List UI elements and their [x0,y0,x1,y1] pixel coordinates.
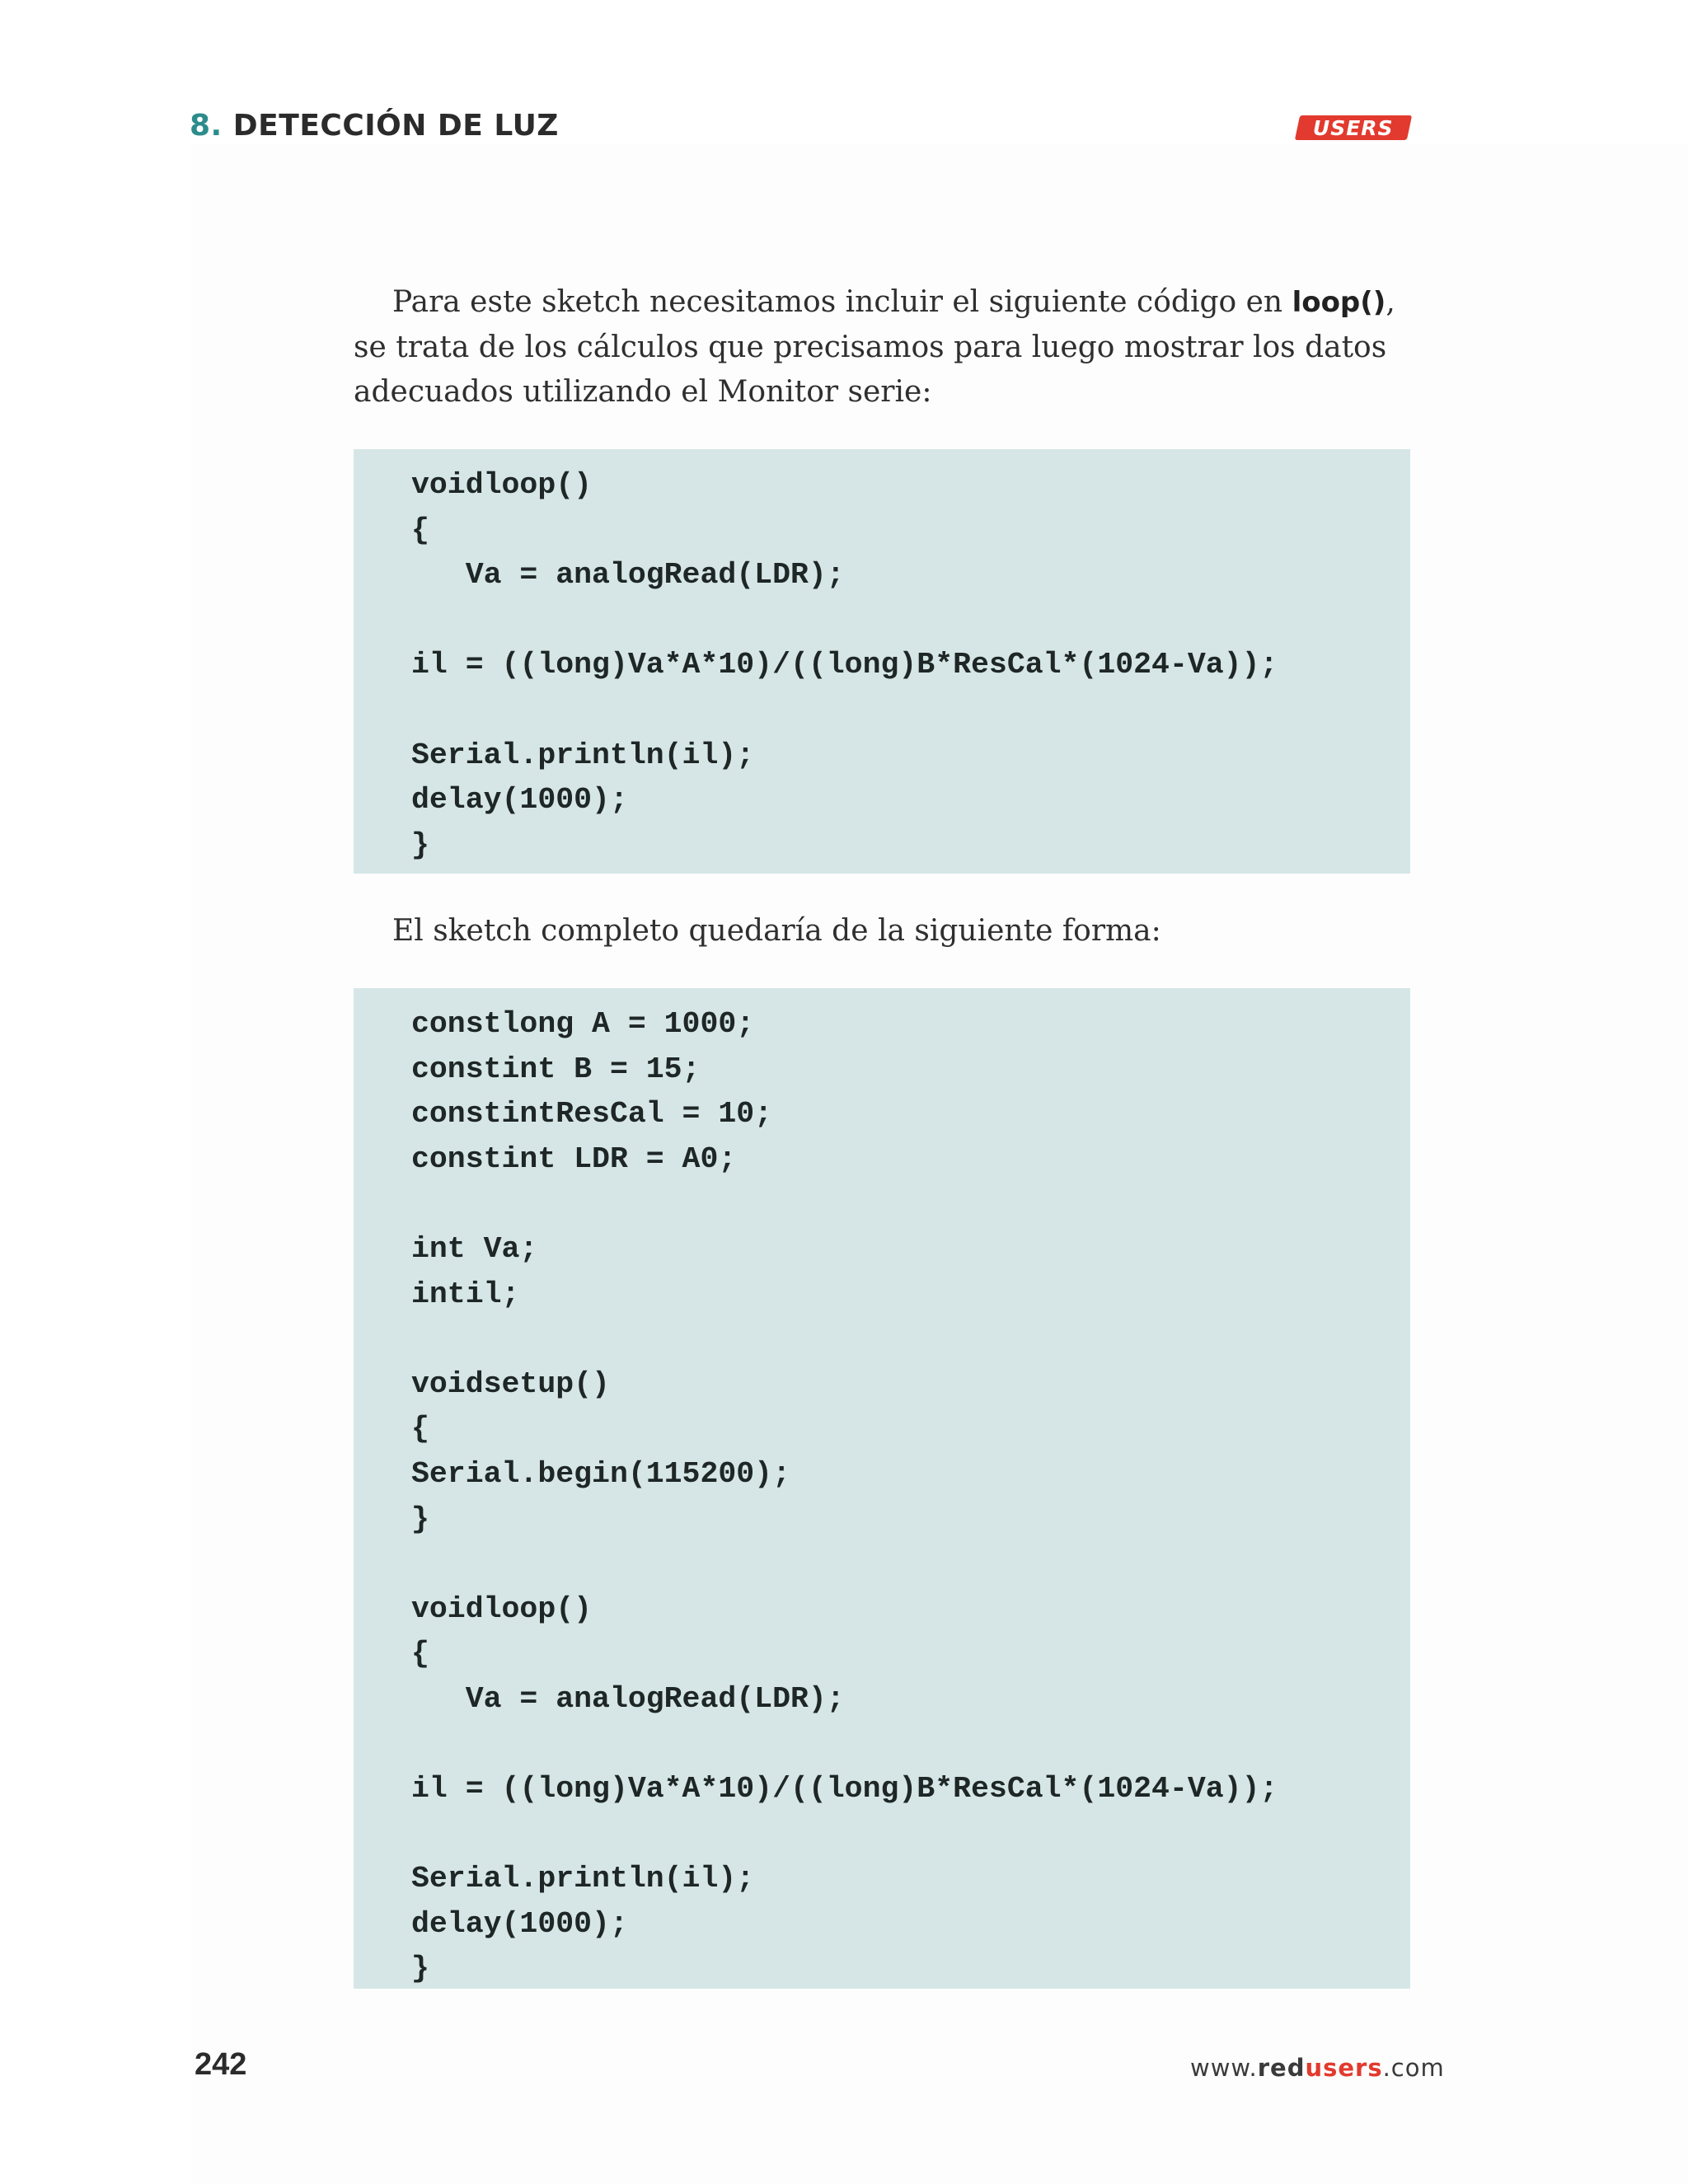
code-line: voidloop() [411,1591,593,1626]
intro-code-term: loop() [1292,286,1386,319]
code-line: constint LDR = A0; [411,1141,737,1176]
code-line: il = ((long)Va*A*10)/((long)B*ResCal*(1024-Va)); [411,1772,1278,1807]
second-paragraph [354,909,1410,954]
code-line: voidsetup() [411,1366,610,1401]
code-line: { [411,513,429,547]
code-line: Va = analogRead(LDR); [411,558,845,593]
code-line [411,688,1278,733]
code-line: il = ((long)Va*A*10)/((long)B*ResCal*(1024-Va)); [411,648,1278,682]
intro-text-before: Para este sketch necesitamos incluir el siguiente código en [392,285,1292,319]
code-line: Serial.begin(115200); [411,1456,790,1491]
code-line: Serial.println(il); [411,738,755,772]
site-url[interactable] [1190,2054,1445,2082]
code-line [411,1182,1278,1227]
code-line: constintResCal = 10; [411,1097,773,1132]
page-number: 242 [195,2047,247,2082]
code-block-loop [354,449,1410,874]
intro-paragraph [354,280,1410,415]
intro-text-after: , se trata de los cálculos que precisamos para luego mostrar los datos adecuados utilizando el Monitor serie: [354,285,1395,409]
code-line: constlong A = 1000; [411,1007,755,1041]
code-line: { [411,1637,429,1671]
chapter-heading [190,109,559,143]
code-line: constint B = 15; [411,1052,701,1086]
code-line [411,1812,1278,1858]
code-line: delay(1000); [411,783,628,818]
code-line [411,1317,1278,1362]
url-brand-part: users [1305,2054,1383,2082]
code-lines [411,463,1278,868]
code-lines [411,1002,1278,1992]
code-line: } [411,1952,429,1986]
code-line: { [411,1412,429,1446]
code-line: delay(1000); [411,1906,628,1941]
code-block-full-sketch [354,988,1410,1989]
code-line: Serial.println(il); [411,1862,755,1896]
code-line: intil; [411,1277,520,1311]
url-prefix: www. [1190,2054,1258,2082]
code-line: int Va; [411,1231,538,1266]
chapter-number: 8. [190,109,223,143]
code-line: } [411,827,429,862]
second-paragraph-text: El sketch completo quedaría de la siguiente forma: [392,914,1161,948]
url-red-part: red [1257,2054,1306,2082]
code-line [411,1722,1278,1768]
code-line: Va = analogRead(LDR); [411,1681,845,1716]
chapter-title: DETECCIÓN DE LUZ [232,109,559,143]
code-line [411,598,1278,644]
code-line: voidloop() [411,468,593,502]
users-logo [1295,115,1412,140]
code-line [411,1542,1278,1587]
url-suffix: .com [1382,2054,1445,2082]
users-logo-text: USERS [1313,115,1394,140]
code-line: } [411,1502,429,1536]
